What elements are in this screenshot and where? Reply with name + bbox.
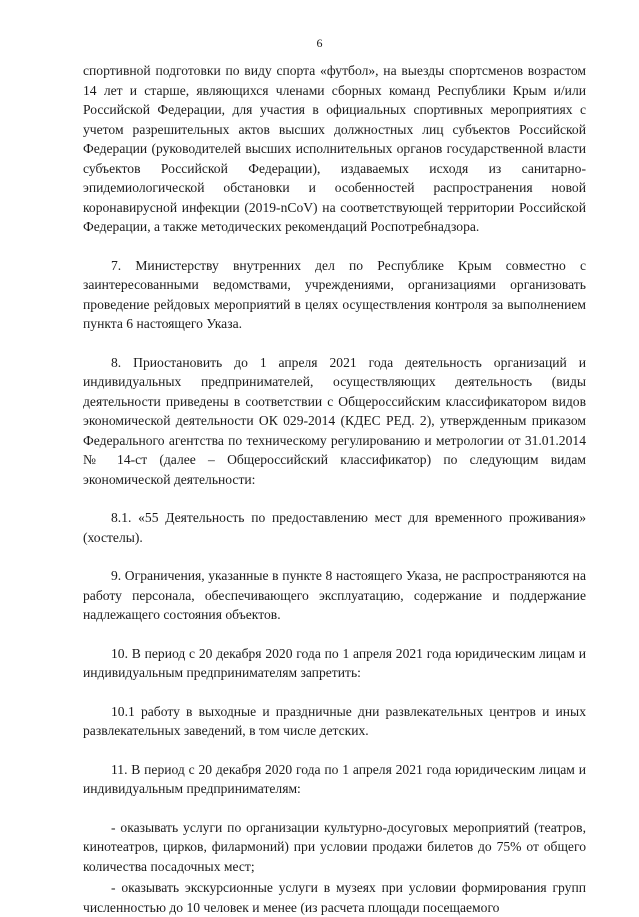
paragraph-11-item-2: - оказывать экскурсионные услуги в музеях при условии формирования групп численностью до 10 человек и менее (из расчета площади посещаемого: [83, 880, 586, 915]
paragraph-11: 11. В период с 20 декабря 2020 года по 1 апреля 2021 года юридическим лицам и индивидуальным предпринимателям:: [83, 761, 586, 796]
paragraph-8-1: 8.1. «55 Деятельность по предоставлению мест для временного проживания» (хостелы).: [83, 510, 586, 545]
document-body: [83, 61, 586, 917]
paragraph-10: 10. В период с 20 декабря 2020 года по 1 апреля 2021 года юридическим лицам и индивидуальным предпринимателям запретить:: [83, 645, 586, 680]
paragraph-8: 8. Приостановить до 1 апреля 2021 года деятельность организаций и индивидуальных предпринимателей, осуществляющих деятельность (виды деятельности приведены в соответствии с Общероссийским классификатором видов экономической деятельности ОК 029-2014 (КДЕС РЕД. 2), утвержденным приказом Федерального агентства по техническому регулированию и метрологии от 31.01.2014 № 14-ст (далее – Общероссийский классификатор) по следующим видам экономической деятельности:: [83, 354, 586, 487]
paragraph-7: 7. Министерству внутренних дел по Республике Крым совместно с заинтересованными ведомствами, учреждениями, организациями организовать проведение рейдовых мероприятий в целях осуществления контроля за выполнением пункта 6 настоящего Указа.: [83, 257, 586, 331]
paragraph-continuation: спортивной подготовки по виду спорта «футбол», на выезды спортсменов возрастом 14 лет и старше, являющихся членами сборных команд Республики Крым и/или Российской Федерации, для участия в официальных спортивных мероприятиях с учетом разрешительных актов высших должностных лиц субъектов Российской Федерации (руководителей высших исполнительных органов государственной власти субъектов Российской Федерации), издаваемых исходя из санитарно-эпидемиологической обстановки и особенностей распространения новой коронавирусной инфекции (2019-nCoV) на соответствующей территории Российской Федерации, а также методических рекомендаций Роспотребнадзора.: [83, 63, 586, 234]
paragraph-9: 9. Ограничения, указанные в пункте 8 настоящего Указа, не распространяются на работу персонала, обеспечивающего эксплуатацию, содержание и поддержание надлежащего состояния объектов.: [83, 568, 586, 622]
paragraph-11-item-1: - оказывать услуги по организации культурно-досуговых мероприятий (театров, кинотеатров, цирков, филармоний) при условии продажи билетов до 75% от общего количества посадочных мест;: [83, 819, 586, 874]
page-number: 6: [316, 36, 323, 50]
paragraph-10-1: 10.1 работу в выходные и праздничные дни развлекательных центров и иных развлекательных заведений, в том числе детских.: [83, 703, 586, 738]
